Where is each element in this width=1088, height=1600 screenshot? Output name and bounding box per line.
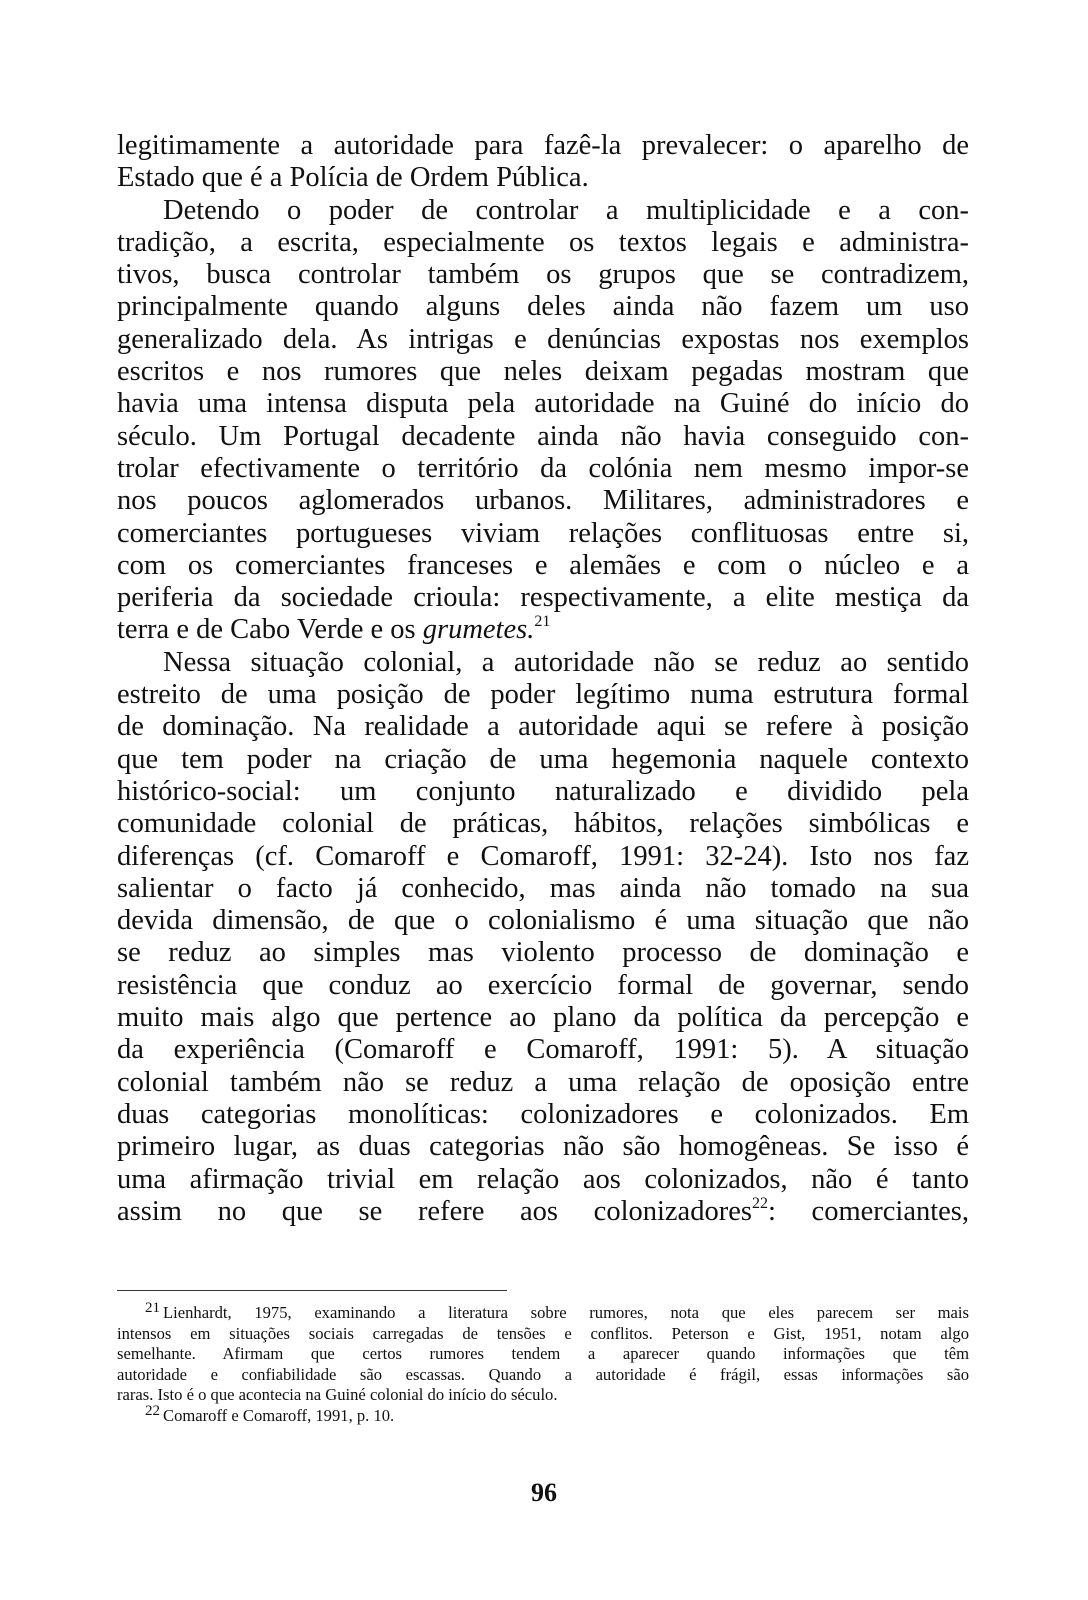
- text-line: Estado que é a Polícia de Ordem Pública.: [117, 162, 589, 194]
- text-line: periferia da sociedade crioula: respectivamente, a elite mestiça da: [117, 582, 969, 614]
- text-line: comunidade colonial de práticas, hábitos, relações simbólicas e: [117, 808, 969, 840]
- text-line: colonial também não se reduz a uma relação de oposição entre: [117, 1066, 969, 1098]
- text-line: resistência que conduz ao exercício formal de governar, sendo: [117, 969, 969, 1001]
- text-line: de dominação. Na realidade a autoridade aqui se refere à posição: [117, 711, 969, 743]
- footnote-21-line: autoridade e confiabilidade são escassas. Quando a autoridade é frágil, essas informações são: [117, 1364, 969, 1384]
- text-line: principalmente quando alguns deles ainda não fazem um uso: [117, 291, 969, 323]
- footnote-21-line: [117, 1300, 969, 1324]
- text-line: havia uma intensa disputa pela autoridade na Guiné do início do: [117, 388, 969, 420]
- footnote-21-mark: 21: [145, 1300, 160, 1316]
- text-line: devida dimensão, de que o colonialismo é uma situação que não: [117, 905, 969, 937]
- italic-term: grumetes.: [422, 614, 535, 646]
- text-line: século. Um Portugal decadente ainda não havia conseguido con-: [117, 420, 969, 452]
- text-line: trolar efectivamente o território da colónia nem mesmo impor-se: [117, 452, 969, 484]
- text-line: generalizado dela. As intrigas e denúncias expostas nos exemplos: [117, 323, 969, 355]
- text-line: primeiro lugar, as duas categorias não são homogêneas. Se isso é: [117, 1131, 969, 1163]
- footnote-22-line: [117, 1402, 969, 1427]
- footnote-21-line: intensos em situações sociais carregadas de tensões e conflitos. Peterson e Gist, 1951, notam algo: [117, 1323, 969, 1343]
- text-line: [117, 614, 969, 646]
- text-line: estreito de uma posição de poder legítimo numa estrutura formal: [117, 679, 969, 711]
- footnote-divider: [117, 1290, 507, 1291]
- text-line: com os comerciantes franceses e alemães e com o núcleo e a: [117, 549, 969, 581]
- footnote-22-mark: 22: [145, 1402, 160, 1419]
- text-line: comerciantes portugueses viviam relações conflituosas entre si,: [117, 517, 969, 549]
- paragraph-start-line: Detendo o poder de controlar a multiplicidade e a con-: [163, 194, 969, 226]
- text-line: [117, 1196, 969, 1228]
- footnotes: [117, 1300, 969, 1426]
- footnote-text: Lienhardt, 1975, examinando a literatura sobre rumores, nota que eles parecem ser mais: [163, 1303, 969, 1322]
- text-segment: assim no que se refere aos colonizadores: [117, 1195, 752, 1227]
- text-line: tradição, a escrita, especialmente os textos legais e administra-: [117, 226, 969, 258]
- text-line: histórico-social: um conjunto naturalizado e dividido pela: [117, 775, 969, 807]
- text-line: uma afirmação trivial em relação aos colonizados, não é tanto: [117, 1163, 969, 1195]
- paragraph-start-line: Nessa situação colonial, a autoridade não se reduz ao sentido: [163, 646, 969, 678]
- text-segment: comerciantes,: [811, 1195, 970, 1227]
- footnote-21-line: raras. Isto é o que acontecia na Guiné colonial do início do século.: [117, 1385, 558, 1404]
- text-line: nos poucos aglomerados urbanos. Militares, administradores e: [117, 485, 969, 517]
- page-number: 96: [531, 1478, 557, 1507]
- text-line: tivos, busca controlar também os grupos que se contradizem,: [117, 259, 969, 291]
- text-line: duas categorias monolíticas: colonizadores e colonizados. Em: [117, 1098, 969, 1130]
- text-segment: terra e de Cabo Verde e os: [117, 614, 416, 646]
- footnote-ref-21[interactable]: 21: [534, 613, 551, 631]
- footnote-21-line: semelhante. Afirmam que certos rumores tendem a aparecer quando informações que têm: [117, 1344, 969, 1363]
- footnote-ref-22[interactable]: 22: [751, 1194, 768, 1212]
- text-segment: :: [767, 1195, 776, 1227]
- text-line: muito mais algo que pertence ao plano da política da percepção e: [117, 1002, 969, 1034]
- body-text: [117, 130, 969, 1228]
- text-line: salientar o facto já conhecido, mas ainda não tomado na sua: [117, 872, 969, 904]
- text-line: se reduz ao simples mas violento processo de dominação e: [117, 937, 969, 969]
- footnote-text: Comaroff e Comaroff, 1991, p. 10.: [163, 1405, 395, 1425]
- text-line: diferenças (cf. Comaroff e Comaroff, 1991: 32-24). Isto nos faz: [117, 840, 969, 872]
- text-line: legitimamente a autoridade para fazê-la prevalecer: o aparelho de: [117, 130, 969, 161]
- text-line: da experiência (Comaroff e Comaroff, 1991: 5). A situação: [117, 1034, 969, 1066]
- text-line: escritos e nos rumores que neles deixam pegadas mostram que: [117, 356, 969, 388]
- text-line: que tem poder na criação de uma hegemonia naquele contexto: [117, 743, 969, 775]
